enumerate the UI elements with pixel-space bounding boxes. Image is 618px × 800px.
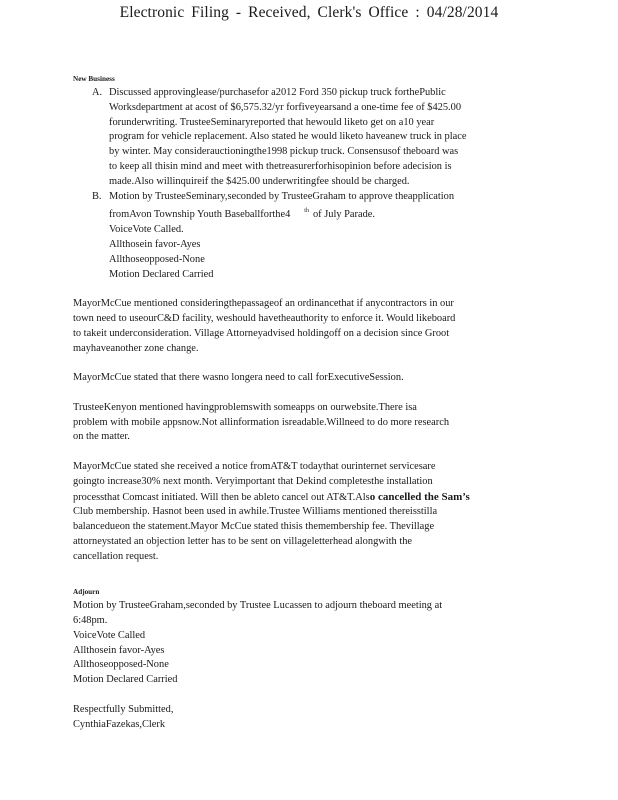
vote-line: Allthosein favor-Ayes	[109, 238, 201, 250]
text-line: Discussed approvinglease/purchasefor a2012 Ford 350 pickup truck forthePublic	[109, 87, 446, 98]
text-line: Club membership. Hasnot been used in awhile.Trustee Williams mentioned thereisstilla	[73, 506, 438, 518]
text-line: problem with mobile appsnow.Not allinformation isreadable.Willneed to do more research	[73, 416, 450, 428]
text-line: MayorMcCue stated that there wasno longera need to call forExecutiveSession.	[73, 372, 404, 384]
vote-line: Allthoseopposed-None	[73, 659, 169, 671]
text-line	[73, 490, 531, 506]
new-business-list	[92, 86, 531, 282]
bold-fragment: o cancelled the Sam’s	[369, 490, 470, 503]
text-fragment: processthat Comcast initiated. Will then be ableto cancel out AT&T.Als	[73, 491, 370, 503]
text-line: by winter. May considerauctioningthe1998 pickup truck. Consensusof theboard was	[109, 146, 459, 158]
vote-line: Allthoseopposed-None	[109, 253, 205, 265]
text-line	[109, 204, 531, 223]
list-item-b	[92, 190, 531, 283]
text-line: mayhaveanother zone change.	[73, 342, 199, 354]
text-line: on the matter.	[73, 431, 130, 443]
text-line: cancellation request.	[73, 550, 159, 562]
item-a-text	[109, 86, 531, 190]
list-item-a	[92, 86, 531, 190]
item-b-text	[109, 190, 531, 283]
minutes-body	[73, 74, 531, 732]
text-line: Worksdepartment at acost of $6,575.32/yr forfiveyearsand a one-time fee of $425.00	[109, 101, 462, 113]
text-fragment: fromAvon Township Youth Baseballforthe4	[109, 209, 291, 221]
ordinance-paragraph	[73, 297, 531, 356]
vote-line: Motion Declared Carried	[109, 268, 214, 280]
text-line: made.Also willinquireif the $425.00 underwritingfee should be charged.	[109, 175, 410, 187]
text-line: MayorMcCue stated she received a notice fromAT&T todaythat ourinternet servicesare	[73, 460, 436, 472]
text-fragment: of July Parade.	[312, 209, 376, 221]
closing-signature	[73, 703, 531, 733]
vote-line: Allthosein favor-Ayes	[73, 644, 165, 656]
text-line: attorneystated an objection letter has to be sent on villageletterhead alongwith the	[73, 535, 413, 547]
text-line: Motion by TrusteeGraham,seconded by Trustee Lucassen to adjourn theboard meeting at	[73, 600, 443, 612]
att-paragraph	[73, 460, 531, 565]
vote-line: VoiceVote Called	[73, 629, 146, 641]
text-line: forunderwriting. TrusteeSeminaryreported that hewould liketo get on a10 year	[109, 116, 435, 128]
text-line: to keep all thisin mind and meet with thetreasurerforhisopinion before adecision is	[109, 160, 452, 172]
text-line: town need to useourC&D facility, weshould havetheauthority to enforce it. Would likeboard	[73, 312, 456, 324]
text-line: 6:48pm.	[73, 615, 108, 627]
text-line: TrusteeKenyon mentioned havingproblemswith someapps on ourwebsite.There isa	[73, 401, 417, 413]
apps-paragraph	[73, 401, 531, 445]
new-business-heading: New Business	[73, 75, 115, 83]
item-letter: B.	[92, 190, 102, 202]
vote-line: Motion Declared Carried	[73, 674, 178, 686]
text-line: to takeit underconsideration. Village Attorneyadvised holdingoff on a decision since Groot	[73, 327, 450, 339]
executive-session-paragraph	[73, 371, 531, 386]
page-header: Electronic Filing - Received, Clerk's Office : 04/28/2014	[119, 4, 499, 21]
text-line: balancedueon the statement.Mayor McCue stated thisis themembership fee. Thevillage	[73, 521, 435, 533]
item-letter: A.	[92, 87, 103, 98]
adjourn-section	[73, 599, 531, 688]
superscript: th	[304, 208, 309, 215]
vote-line: VoiceVote Called.	[109, 224, 184, 236]
text-line: program for vehicle replacement. Also stated he would liketo haveanew truck in place	[109, 131, 467, 143]
clerk-name: CynthiaFazekas,Clerk	[73, 718, 166, 730]
text-line: goingto increase30% next month. Veryimportant that Dekind completesthe installation	[73, 475, 433, 487]
closing-line: Respectfully Submitted,	[73, 703, 174, 715]
text-line: Motion by TrusteeSeminary,seconded by TrusteeGraham to approve theapplication	[109, 190, 455, 202]
adjourn-heading: Adjourn	[73, 588, 100, 597]
text-line: MayorMcCue mentioned consideringthepassageof an ordinancethat if anycontractors in our	[73, 298, 454, 310]
